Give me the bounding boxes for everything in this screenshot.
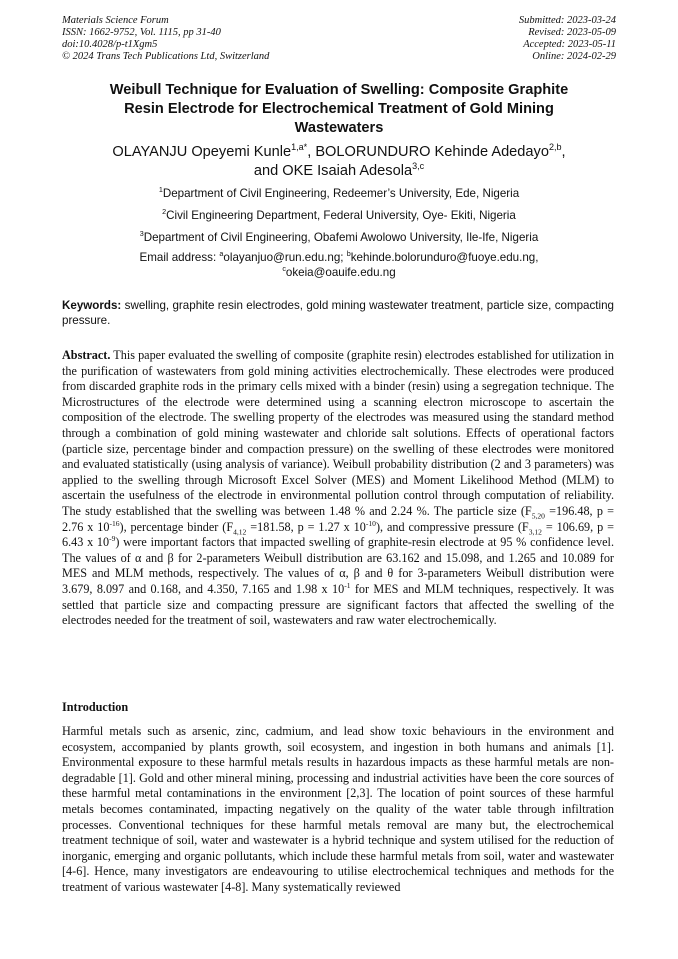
f-statistic-df: 3,12 bbox=[528, 526, 542, 536]
keywords-text: swelling, graphite resin electrodes, gold mining wastewater treatment, particle size, compacting pressure. bbox=[62, 299, 614, 327]
keywords-paragraph bbox=[62, 298, 614, 328]
affiliation bbox=[60, 208, 618, 223]
title-line: Wastewaters bbox=[294, 120, 384, 136]
exponent: -16 bbox=[109, 518, 120, 528]
email-mark: b bbox=[346, 249, 351, 259]
author-affil-mark: 1,a* bbox=[291, 142, 308, 153]
exponent: -1 bbox=[344, 580, 351, 590]
affiliation-text: Department of Civil Engineering, Redeemer’s University, Ede, Nigeria bbox=[162, 187, 520, 200]
revised-date: Revised: 2023-05-09 bbox=[528, 27, 616, 38]
abstract-label: Abstract. bbox=[62, 348, 111, 362]
email-link[interactable]: olayanjuo@run.edu.ng; bbox=[223, 251, 347, 264]
title-line: Resin Electrode for Electrochemical Treatment of Gold Mining bbox=[124, 101, 554, 117]
author-conjunction: and bbox=[253, 163, 283, 179]
exponent: -10 bbox=[365, 518, 376, 528]
affiliation bbox=[60, 230, 618, 245]
doi-link[interactable]: doi:10.4028/p-t1Xgm5 bbox=[62, 39, 158, 50]
submitted-date: Submitted: 2023-03-24 bbox=[518, 15, 616, 26]
abstract-text: = 106.69, p = 6.43 x 10 bbox=[62, 519, 614, 550]
abstract-paragraph bbox=[62, 348, 614, 629]
affiliation-mark: 1 bbox=[158, 185, 163, 195]
author-line bbox=[60, 162, 618, 181]
author-list bbox=[60, 143, 618, 181]
section-heading: Introduction bbox=[62, 700, 129, 714]
exponent: -9 bbox=[109, 534, 116, 544]
accepted-date: Accepted: 2023-05-11 bbox=[523, 39, 616, 50]
f-statistic-df: 5,20 bbox=[531, 511, 545, 521]
author-separator: , bbox=[307, 144, 316, 160]
email-mark: c bbox=[282, 264, 286, 274]
affiliation-mark: 2 bbox=[162, 207, 167, 217]
online-date: Online: 2024-02-29 bbox=[532, 51, 616, 62]
email-line bbox=[60, 250, 618, 265]
publication-dates bbox=[519, 15, 616, 63]
author-name: OKE Isaiah Adesola bbox=[282, 163, 413, 179]
abstract-text: ) were important factors that impacted swelling of graphite-resin electrode at 95 % confidence level. The values of α and β for 2-parameters Weibull distribution are 63.162 and 15.098, and 1.265 and 10.089 for MES and MLM methods, respectively. The values of α, β and θ for 3-parameters Weibull distribution were 3.679, 8.097 and 0.168, and 4.350, 7.165 and 1.98 x 10 bbox=[62, 535, 614, 596]
abstract-text: =181.58, p = 1.27 x 10 bbox=[246, 519, 366, 534]
affiliation-text: Civil Engineering Department, Federal University, Oye- Ekiti, Nigeria bbox=[166, 209, 516, 222]
paper-title bbox=[60, 81, 618, 138]
author-name: OLAYANJU Opeyemi Kunle bbox=[112, 144, 292, 160]
author-separator: , bbox=[561, 144, 566, 160]
email-label: Email address: bbox=[139, 251, 220, 264]
email-link[interactable]: kehinde.bolorunduro@fuoye.edu.ng, bbox=[350, 251, 539, 264]
affiliation bbox=[60, 186, 618, 201]
email-link[interactable]: okeia@oauife.edu.ng bbox=[285, 266, 396, 279]
affiliation-text: Department of Civil Engineering, Obafemi Awolowo University, Ile-Ife, Nigeria bbox=[143, 231, 539, 244]
journal-info bbox=[62, 15, 269, 63]
abstract-text: ), percentage binder (F bbox=[119, 519, 234, 534]
abstract-text: for MES and MLM techniques, respectively. It was settled that particle size and compacting pressure are significant factors that affected the swelling of the electrodes needed for the treatment of soil, wastewaters and raw water electrochemically. bbox=[62, 581, 614, 628]
journal-issn: ISSN: 1662-9752, Vol. 1115, pp 31-40 bbox=[62, 27, 221, 38]
title-line: Weibull Technique for Evaluation of Swelling: Composite Graphite bbox=[109, 82, 569, 98]
author-affil-mark: 3,c bbox=[412, 161, 425, 172]
author-line bbox=[60, 143, 618, 162]
email-mark: a bbox=[219, 249, 224, 259]
affiliation-mark: 3 bbox=[139, 229, 144, 239]
abstract-text: This paper evaluated the swelling of composite (graphite resin) electrodes established for utilization in the purification of wastewaters from gold mining activities electrochemically. These electrodes were produced from discarded graphite rods in the primary cells mixed with a binder (resin) using a segregation technique. The Microstructures of the electrode were determined using a scanning electron microscope to ascertain the composition of the electrode. The swelling property of the electrodes was measured using the standard method through a combination of gold mining wastewater and chloride salt solutions. Effects of operational factors (particle size, percentage binder and compaction pressure) on the swelling of these electrodes were monitored and evaluated statistically (using analysis of variance). Weibull probability distribution (2 and 3 parameters) was applied to the swelling through Microsoft Excel Solver (MES) and Moment Likelihood Method (MLM) to ascertain the usefulness of the electrode in environmental pollution control through computation of reliability. The study established that the swelling was between 1.48 % and 2.24 %. The particle size (F bbox=[62, 348, 614, 518]
keywords-label: Keywords: bbox=[62, 299, 122, 312]
email-line bbox=[60, 265, 618, 280]
abstract-text: ), and compressive pressure (F bbox=[375, 519, 529, 534]
abstract-text: =196.48, p = 2.76 x 10 bbox=[62, 503, 615, 534]
journal-name: Materials Science Forum bbox=[62, 15, 169, 26]
email-addresses bbox=[60, 250, 618, 280]
author-affil-mark: 2,b bbox=[548, 142, 562, 153]
f-statistic-df: 4,12 bbox=[233, 526, 247, 536]
author-name: BOLORUNDURO Kehinde Adedayo bbox=[315, 144, 549, 160]
copyright-line: © 2024 Trans Tech Publications Ltd, Switzerland bbox=[62, 51, 270, 62]
intro-paragraph: Harmful metals such as arsenic, zinc, cadmium, and lead show toxic behaviours in the environment and ecosystem, accompanied by plants growth, soil ecosystem, and ingestion in both humans and animals [1]. Environmental exposure to these harmful metals results in hazardous impacts as these harmful metals are non-degradable [1]. Gold and other mineral mining, processing and industrial activities have been the core sources of these harmful metal contaminations in the environment [2,3]. The location of point sources of these harmful metals becomes contaminated, impacting negatively on the quality of the water table through infiltration processes. Conventional techniques for these harmful metals removal are many but, the electrochemical treatment technique of soil, water and wastewater is a hybrid technique and system utilised for the reduction of inorganic, emerging and organic pollutants, which include these harmful metals from soil, water and wastewater [4-6]. Hence, many investigators are endeavouring to utilise electrochemical techniques and methods for the treatment of various wastewater [4-8]. Many systematically reviewed bbox=[62, 724, 614, 894]
